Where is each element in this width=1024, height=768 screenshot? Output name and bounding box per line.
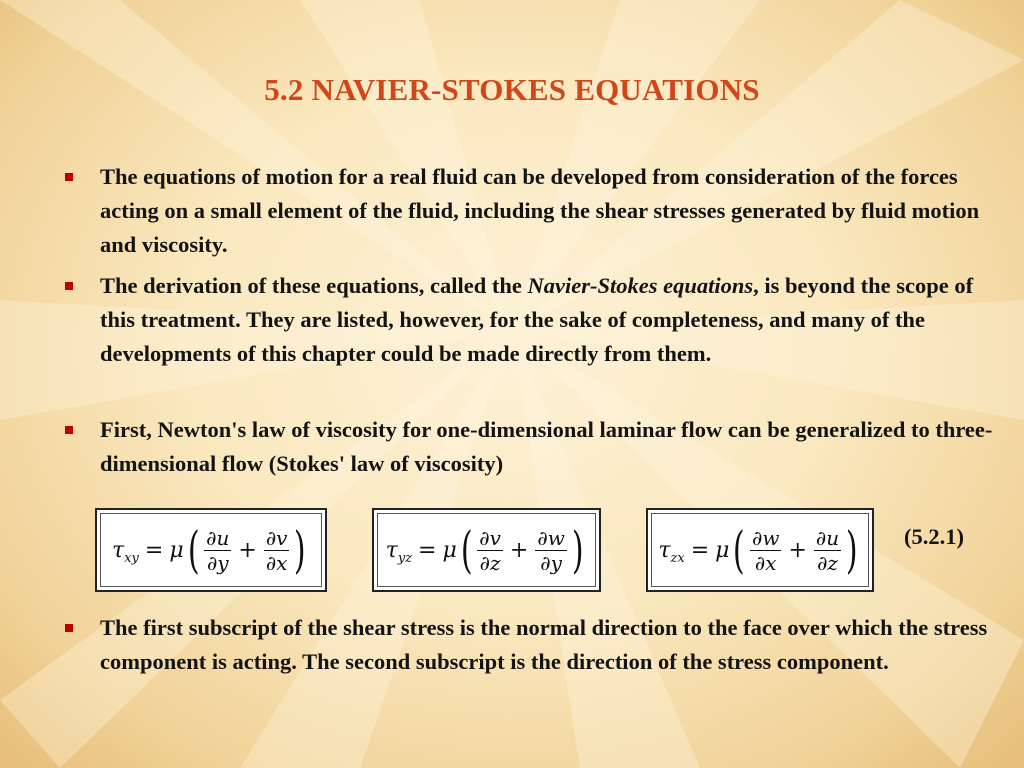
bullet-item-3 <box>100 413 1000 481</box>
equation-number: (5.2.1) <box>904 524 964 549</box>
equation-box-zx <box>646 508 874 592</box>
bullet-text: The equations of motion for a real fluid can be developed from consideration of the forces acting on a small element of the fluid, including the shear stresses generated by fluid motion and viscosity. <box>100 164 980 257</box>
bullet-text-emphasis: Navier-Stokes equations <box>527 273 754 298</box>
equation-tau-xy: τ xy = μ ( $\frac{\partial u}{\partial y}$ + $\frac{\partial v}{\partial x}$ ) <box>112 521 307 579</box>
equation-tau-yz: τ yz = μ ( $\frac{\partial v}{\partial z}$ + $\frac{\partial w}{\partial y}$ ) <box>385 521 584 579</box>
bullet-marker <box>65 426 73 434</box>
bullet-item-4 <box>100 611 1000 679</box>
bullet-item-1 <box>100 160 1000 262</box>
bullet-item-2 <box>100 269 1000 371</box>
equation-box-yz <box>372 508 601 592</box>
bullet-marker <box>65 173 73 181</box>
bullet-text: The first subscript of the shear stress is the normal direction to the face over which the stress component is acting. The second subscript is the direction of the stress component. <box>100 615 988 674</box>
bullet-text-post: , is beyond the scope of this treatment. They are listed, however, for the sake of completeness, and many of the developments of this chapter could be made directly from them. <box>100 273 974 366</box>
bullet-marker <box>65 624 73 632</box>
slide-title: 5.2 NAVIER-STOKES EQUATIONS <box>264 72 760 107</box>
equation-box-xy <box>95 508 327 592</box>
bullet-marker <box>65 282 73 290</box>
bullet-text-pre: The derivation of these equations, called the <box>100 273 528 298</box>
bullet-text: First, Newton's law of viscosity for one-dimensional laminar flow can be generalized to three-dimensional flow (Stokes' law of viscosity) <box>100 417 993 476</box>
equation-tau-zx: τ zx = μ ( $\frac{\partial w}{\partial x}$ + $\frac{\partial u}{\partial z}$ ) <box>658 521 858 579</box>
